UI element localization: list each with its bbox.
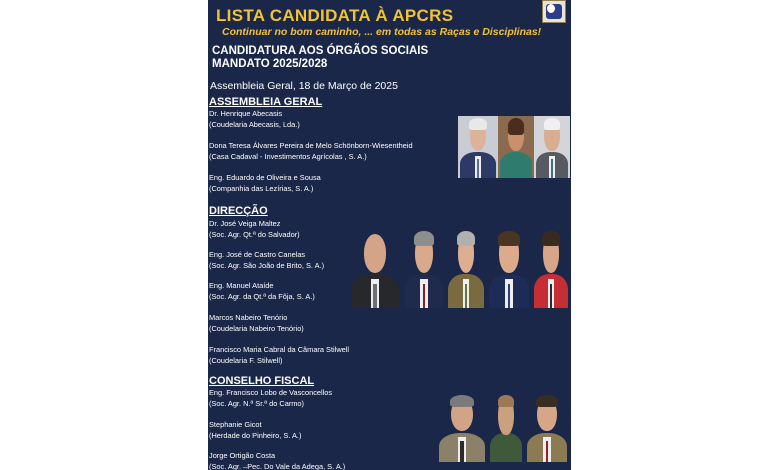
poster-subtitle: Continuar no bom caminho, ... em todas as Raças e Disciplinas! (222, 26, 542, 38)
portrait-photo (402, 228, 446, 308)
portrait-photo (532, 228, 570, 308)
assembly-date: Assembleia Geral, 18 de Março de 2025 (210, 80, 398, 92)
member-name: Francisco Maria Cabral da Câmara Stilwell (209, 345, 350, 354)
member-organization: (Soc. Agr. São João de Brito, S. A.) (209, 260, 325, 270)
member-entry (209, 388, 332, 409)
member-entry (209, 345, 349, 366)
member-entry (209, 109, 300, 130)
portrait-photo (534, 116, 570, 178)
member-entry (209, 141, 413, 162)
member-entry (209, 173, 321, 194)
member-organization: (Herdade do Pinheiro, S. A.) (209, 430, 302, 440)
portrait-photo (348, 228, 402, 308)
poster-title: LISTA CANDIDATA À APCRS (216, 6, 454, 25)
member-organization: (Casa Cadaval - Investimentos Agrícolas , S. A.) (209, 151, 367, 161)
member-organization: (Soc. Agr. N.ª Sr.ª do Carmo) (209, 398, 305, 408)
section-heading-conselho: CONSELHO FISCAL (209, 375, 315, 387)
member-name: Jorge Ortigão Costa (209, 451, 276, 460)
member-organization: (Soc. Agr. –Pec. Do Vale da Adega, S. A.) (209, 461, 346, 470)
member-organization: (Soc. Agr. da Qt.ª da Fôja, S. A.) (209, 291, 315, 301)
member-organization: (Companhia das Lezírias, S. A.) (209, 183, 314, 193)
portrait-photo (446, 228, 486, 308)
portrait-photo (486, 228, 532, 308)
member-name: Dr. José Veiga Maltez (209, 219, 281, 228)
member-name: Eng. Francisco Lobo de Vasconcellos (209, 388, 333, 397)
member-entry (209, 250, 324, 271)
member-entry (209, 313, 304, 334)
apcrs-emblem-icon (542, 0, 566, 23)
candidate-list-poster (208, 0, 571, 470)
member-name: Eng. José de Castro Canelas (209, 250, 306, 259)
member-organization: (Coudelaria Abecasis, Lda.) (209, 119, 300, 129)
member-name: Eng. Manuel Ataíde (209, 281, 274, 290)
member-name: Eng. Eduardo de Oliveira e Sousa (209, 173, 321, 182)
portrait-photo (458, 116, 498, 178)
member-organization: (Coudelaria F. Stilwell) (209, 355, 283, 365)
section-heading-assembleia: ASSEMBLEIA GERAL (209, 96, 323, 108)
portrait-photo (488, 392, 524, 462)
member-organization: (Soc. Agr. Qt.ª do Salvador) (209, 229, 300, 239)
member-entry (209, 451, 345, 470)
portrait-photo (436, 392, 488, 462)
member-entry (209, 219, 300, 240)
portrait-photo (524, 392, 570, 462)
portrait-photo (498, 116, 534, 178)
section-heading-direccao: DIRECÇÃO (209, 205, 268, 217)
member-entry (209, 420, 301, 441)
member-name: Dona Teresa Álvares Pereira de Melo Schönborn-Wiesentheid (209, 141, 413, 150)
member-name: Dr. Henrique Abecasis (209, 109, 283, 118)
member-name: Marcos Nabeiro Tenório (209, 313, 288, 322)
member-organization: (Coudelaria Nabeiro Tenório) (209, 323, 304, 333)
candidacy-line-1: CANDIDATURA AOS ÓRGÃOS SOCIAIS (212, 45, 429, 57)
member-entry (209, 281, 315, 302)
candidacy-heading (212, 45, 428, 71)
member-name: Stephanie Gicot (209, 420, 262, 429)
candidacy-mandate: MANDATO 2025/2028 (212, 58, 328, 70)
